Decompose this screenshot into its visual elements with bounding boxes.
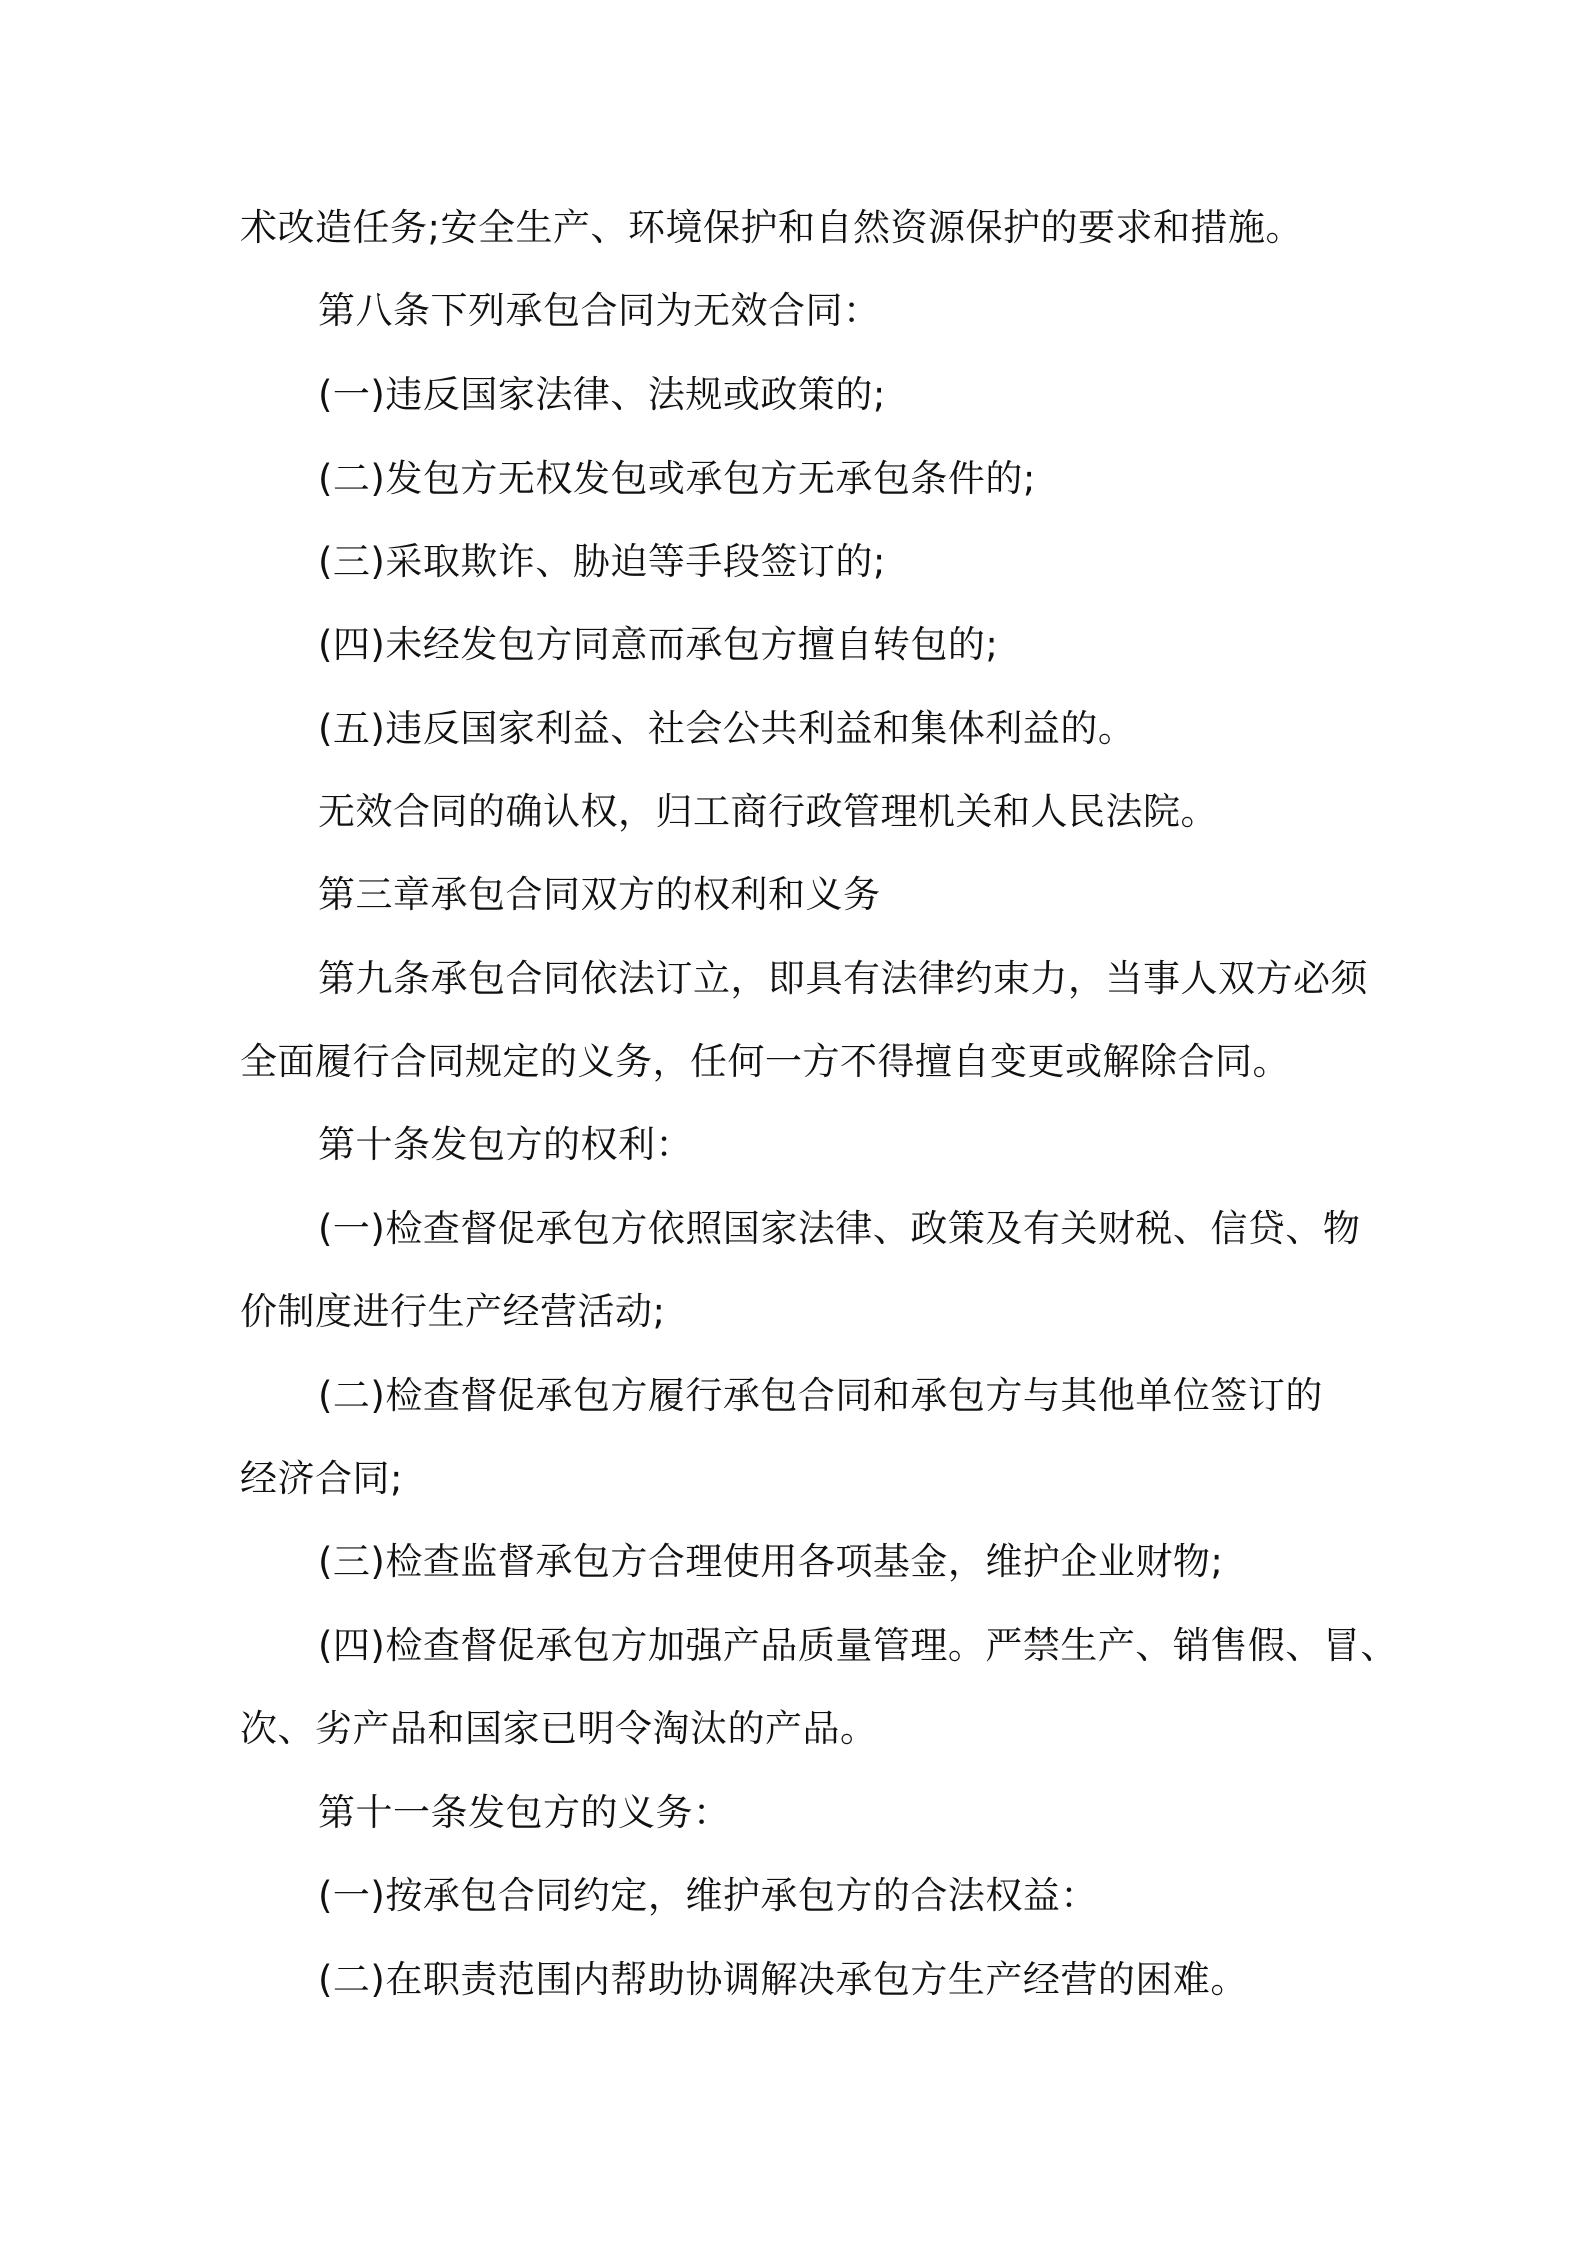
list-item: (二)检查督促承包方履行承包合同和承包方与其他单位签订的 xyxy=(318,1374,1323,1417)
list-item: (五)违反国家利益、社会公共利益和集体利益的。 xyxy=(318,707,1136,750)
chapter-heading: 第三章承包合同双方的权利和义务 xyxy=(318,873,881,916)
list-item: (一)检查督促承包方依照国家法律、政策及有关财税、信贷、物 xyxy=(318,1207,1361,1250)
article-heading: 第十条发包方的权利： xyxy=(318,1123,693,1166)
list-item: (三)采取欺诈、胁迫等手段签订的; xyxy=(318,540,886,583)
list-item: (二)在职责范围内帮助协调解决承包方生产经营的困难。 xyxy=(318,1958,1248,2001)
list-item: (四)检查督促承包方加强产品质量管理。严禁生产、销售假、冒、 xyxy=(318,1624,1398,1667)
list-item: (一)违反国家法律、法规或政策的; xyxy=(318,373,886,416)
text-line: 价制度进行生产经营活动; xyxy=(240,1290,666,1333)
article-heading: 第九条承包合同依法订立，即具有法律约束力，当事人双方必须 xyxy=(318,957,1368,1000)
list-item: (三)检查监督承包方合理使用各项基金，维护企业财物; xyxy=(318,1540,1224,1583)
article-heading: 第十一条发包方的义务： xyxy=(318,1791,731,1834)
text-line: 无效合同的确认权，归工商行政管理机关和人民法院。 xyxy=(318,790,1218,833)
text-line: 全面履行合同规定的义务，任何一方不得擅自变更或解除合同。 xyxy=(240,1040,1290,1083)
text-line: 次、劣产品和国家已明令淘汰的产品。 xyxy=(240,1707,878,1750)
article-heading: 第八条下列承包合同为无效合同： xyxy=(318,289,881,332)
list-item: (四)未经发包方同意而承包方擅自转包的; xyxy=(318,623,999,666)
list-item: (二)发包方无权发包或承包方无承包条件的; xyxy=(318,457,1036,500)
text-line: 术改造任务;安全生产、环境保护和自然资源保护的要求和措施。 xyxy=(240,206,1303,249)
text-line: 经济合同; xyxy=(240,1457,403,1500)
list-item: (一)按承包合同约定，维护承包方的合法权益： xyxy=(318,1874,1098,1917)
